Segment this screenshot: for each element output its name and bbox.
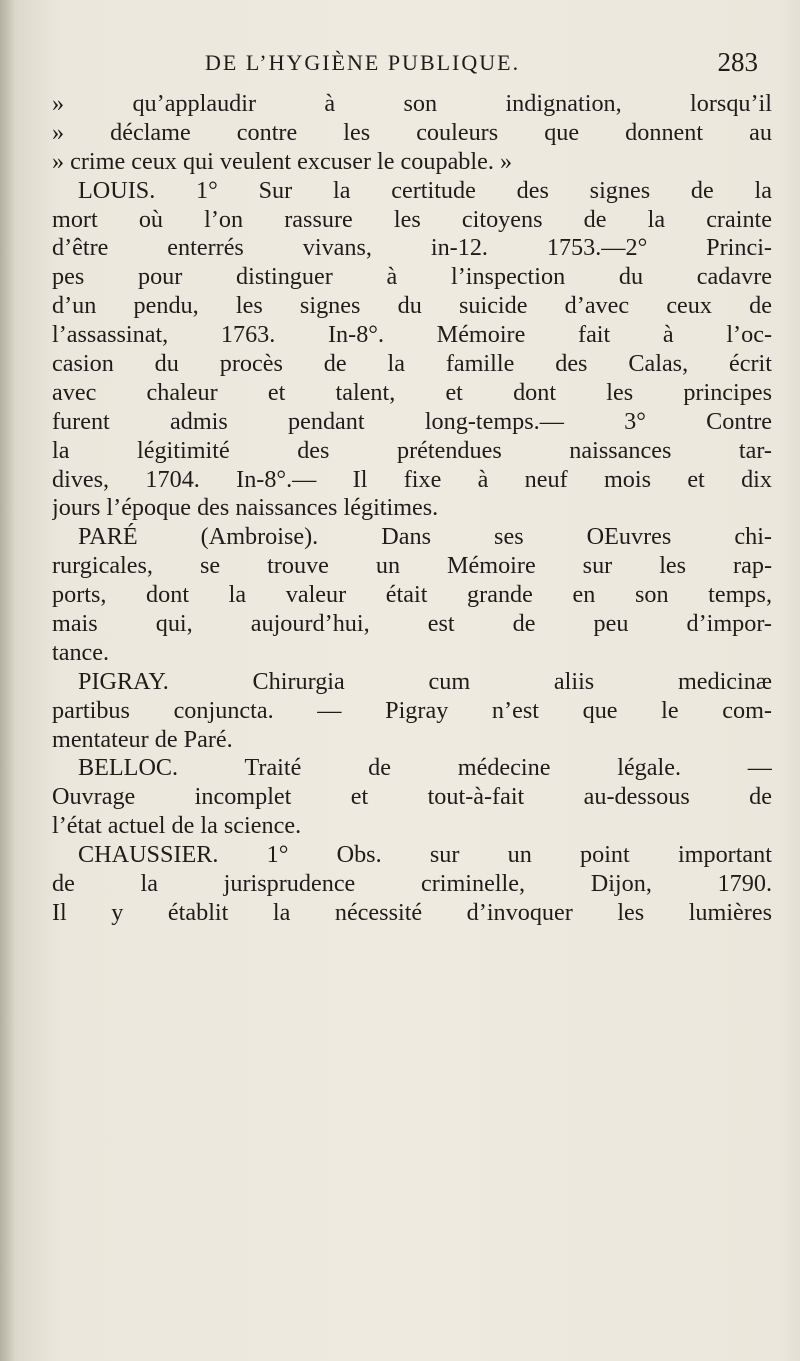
running-title: DE L’HYGIÈNE PUBLIQUE. bbox=[205, 50, 521, 75]
text-line: » qu’applaudir à son indignation, lorsqu’il bbox=[52, 90, 772, 117]
text-line: rurgicales, se trouve un Mémoire sur les rap- bbox=[52, 552, 772, 580]
text-line: la légitimité des prétendues naissances tar- bbox=[52, 436, 772, 464]
body-text bbox=[52, 90, 772, 928]
page-header bbox=[0, 47, 800, 90]
text-line: LOUIS. 1° Sur la certitude des signes de la bbox=[78, 176, 772, 204]
text-line: Il y établit la nécessité d’invoquer les lumières bbox=[52, 898, 772, 926]
text-line: dives, 1704. In-8°.— Il fixe à neuf mois et dix bbox=[52, 465, 772, 493]
text-line: PARÉ (Ambroise). Dans ses OEuvres chi- bbox=[78, 523, 772, 551]
text-line: pes pour distinguer à l’inspection du cadavre bbox=[52, 263, 772, 291]
text-line: mais qui, aujourd’hui, est de peu d’impor- bbox=[52, 610, 772, 638]
text-line: partibus conjuncta. — Pigray n’est que le com- bbox=[52, 696, 772, 724]
text-line: » déclame contre les couleurs que donnent au bbox=[52, 118, 772, 146]
text-line: Ouvrage incomplet et tout-à-fait au-dessous de bbox=[52, 783, 772, 811]
text-line: jours l’époque des naissances légitimes. bbox=[52, 494, 439, 522]
text-line: l’assassinat, 1763. In-8°. Mémoire fait à l’oc- bbox=[52, 321, 772, 349]
page-number: 283 bbox=[717, 47, 758, 77]
text-line: ports, dont la valeur était grande en son temps, bbox=[52, 581, 772, 609]
text-line: mentateur de Paré. bbox=[52, 725, 233, 753]
text-line: mort où l’on rassure les citoyens de la crainte bbox=[52, 205, 772, 233]
text-line: d’un pendu, les signes du suicide d’avec ceux de bbox=[52, 292, 772, 320]
text-line: furent admis pendant long-temps.— 3° Contre bbox=[52, 407, 772, 435]
text-line: » crime ceux qui veulent excuser le coupable. » bbox=[52, 147, 513, 175]
binding-shadow bbox=[0, 0, 14, 1361]
text-line: CHAUSSIER. 1° Obs. sur un point important bbox=[78, 841, 772, 869]
text-line: de la jurisprudence criminelle, Dijon, 1790. bbox=[52, 870, 772, 898]
text-line: tance. bbox=[52, 638, 110, 666]
text-line: BELLOC. Traité de médecine légale. — bbox=[78, 754, 772, 782]
text-line: casion du procès de la famille des Calas, écrit bbox=[52, 350, 772, 378]
text-line: avec chaleur et talent, et dont les principes bbox=[52, 378, 772, 406]
text-line: PIGRAY. Chirurgia cum aliis medicinæ bbox=[78, 667, 772, 695]
text-line: d’être enterrés vivans, in-12. 1753.—2° Princi- bbox=[52, 234, 772, 262]
text-line: l’état actuel de la science. bbox=[52, 812, 302, 840]
